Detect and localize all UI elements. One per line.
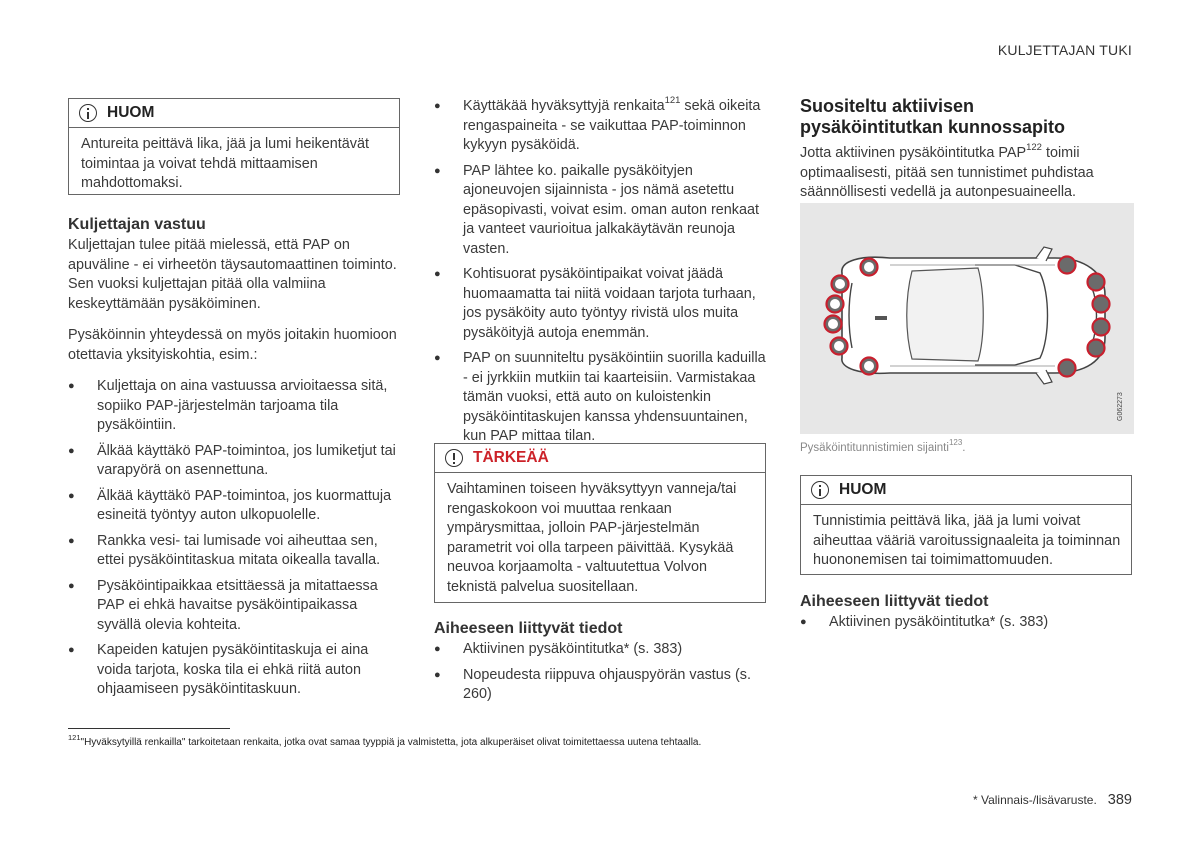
heading-line: pysäköintitutkan kunnossapito bbox=[800, 117, 1066, 137]
pap-tips-section bbox=[434, 97, 766, 453]
important-text: Vaihtaminen toiseen hyväksyttyyn vanneja/tai rengaskokoon voi muuttaa renkaan ympärysmittaa, jolloin PAP-järjestelmän parametrit voi olla tarpeen päivittää. Kysykää neuvoa korjaamolta - valtuutettua Volvon teknistä palvelua suositellaan. bbox=[447, 481, 737, 595]
driver-paragraph-2: Pysäköinnin yhteydessä on myös joitakin huomioon otettavia yksityiskohtia, esim.: bbox=[68, 327, 397, 363]
list-item-text: sekä oikeita rengaspaineita - se vaikuttaa PAP-toiminnon kykyyn pysäköidä. bbox=[463, 98, 761, 153]
footnote-number: 121 bbox=[68, 732, 81, 742]
related-info-section-2 bbox=[800, 592, 1132, 639]
related-info-section bbox=[434, 619, 766, 711]
related-link[interactable]: ● Nopeudesta riippuva ohjauspyörän vastus (s. 260) bbox=[434, 666, 766, 705]
related-info-list bbox=[800, 613, 1132, 633]
note-label: HUOM bbox=[839, 481, 887, 499]
list-item: ● Rankka vesi- tai lumisade voi aiheuttaa sen, ettei pysäköintitaskua mitata oikealla tavalla. bbox=[68, 532, 398, 571]
paragraph-text: Jotta aktiivinen pysäköintitutka PAP bbox=[800, 145, 1027, 161]
note-box-header bbox=[801, 476, 1131, 505]
warning-icon bbox=[445, 449, 463, 467]
maintenance-section bbox=[800, 96, 1134, 203]
list-item-text: Käyttäkää hyväksyttyjä renkaita bbox=[463, 98, 665, 114]
caption-text: Pysäköintitunnistimien sijainti bbox=[800, 442, 949, 454]
driver-responsibility-section bbox=[68, 215, 398, 706]
note-text: Tunnistimia peittävä lika, jää ja lumi voivat aiheuttaa vääriä varoitussignaaleita ja toiminnan huononemisen tai toimimattomuuden. bbox=[813, 513, 1121, 568]
footnote-ref-122: 122 bbox=[1026, 142, 1042, 154]
related-link[interactable]: ● Aktiivinen pysäköintitutka* (s. 383) bbox=[434, 640, 766, 660]
caption-text: . bbox=[962, 442, 966, 454]
driver-responsibility-heading: Kuljettajan vastuu bbox=[68, 216, 206, 233]
list-item bbox=[434, 97, 766, 156]
footnote-text: "Hyväksytyillä renkailla" tarkoitetaan renkaita, jotka ovat samaa tyyppiä ja valmistetta, jota alkuperäiset olivat toimitettaessa uutena tehtaalla. bbox=[80, 737, 702, 748]
driver-paragraph-1: Kuljettajan tulee pitää mielessä, että PAP on apuväline - ei virheetön täysautomaattinen toiminto. Sen vuoksi kuljettajan pitää olla valmiina keskeyttämään pysäköiminen. bbox=[68, 237, 397, 312]
info-icon bbox=[79, 104, 97, 122]
note-box-header bbox=[69, 99, 399, 128]
footnote-divider bbox=[68, 728, 230, 729]
related-link[interactable]: ● Aktiivinen pysäköintitutka* (s. 383) bbox=[800, 613, 1132, 633]
page-number: 389 bbox=[1107, 792, 1132, 808]
footnote-ref-121: 121 bbox=[664, 95, 681, 107]
list-item: ● Kuljettaja on aina vastuussa arvioitaessa sitä, sopiiko PAP-järjestelmän tarjoama tila pysäköintiin. bbox=[68, 377, 398, 436]
note-label: HUOM bbox=[107, 104, 155, 122]
important-box bbox=[434, 443, 766, 603]
maintenance-heading bbox=[800, 96, 1134, 138]
paragraph-text: toimii optimaalisesti, pitää sen tunnistimet puhdistaa säännöllisesti vedellä ja autonpesuaineella. bbox=[800, 145, 1094, 200]
sensor-location-figure bbox=[800, 203, 1134, 434]
maintenance-paragraph bbox=[800, 144, 1134, 203]
driver-bullet-list bbox=[68, 377, 398, 700]
footnote bbox=[68, 733, 701, 753]
section-title: KULJETTAJAN TUKI bbox=[997, 42, 1132, 58]
footnote-ref-123: 123 bbox=[948, 438, 963, 448]
handle-shape bbox=[875, 316, 887, 320]
image-code: G062273 bbox=[1117, 392, 1124, 421]
car-top-view-illustration bbox=[800, 203, 1134, 434]
list-item: ● Älkää käyttäkö PAP-toimintoa, jos kuormattuja esineitä työntyy auton ulkopuolelle. bbox=[68, 487, 398, 526]
important-box-header bbox=[435, 444, 765, 473]
optional-equipment-note: * Valinnais-/lisävaruste. bbox=[972, 793, 1097, 807]
info-icon bbox=[811, 481, 829, 499]
note-text: Antureita peittävä lika, jää ja lumi heikentävät toimintaa ja voivat tehdä mittaamisen mahdottomaksi. bbox=[81, 136, 369, 191]
important-label: TÄRKEÄÄ bbox=[473, 449, 549, 467]
heading-line: Suositeltu aktiivisen bbox=[800, 96, 975, 116]
list-item: ● PAP on suunniteltu pysäköintiin suorilla kaduilla - ei jyrkkiin mutkiin tai kaarteisiin. Varmistakaa tämän vuoksi, että auto on kuloistenkin pysäköintitaskujen kanssa yhdensuuntainen, kun PAP mittaa tilan. bbox=[434, 349, 766, 447]
related-info-list bbox=[434, 640, 766, 705]
related-info-heading: Aiheeseen liittyvät tiedot bbox=[800, 593, 989, 610]
note-box bbox=[68, 98, 400, 195]
related-info-heading: Aiheeseen liittyvät tiedot bbox=[434, 620, 623, 637]
page-footer bbox=[973, 791, 1132, 811]
list-item: ● Kapeiden katujen pysäköintitaskuja ei aina voida tarjota, koska tila ei ehkä riitä auton ohjaamiseen pysäköintitaskuun. bbox=[68, 641, 398, 700]
figure-caption bbox=[800, 439, 966, 459]
list-item: ● Älkää käyttäkö PAP-toimintoa, jos lumiketjut tai varapyörä on asennettuna. bbox=[68, 442, 398, 481]
list-item: ● PAP lähtee ko. paikalle pysäköityjen ajoneuvojen sijainnista - jos nämä asetettu epäsopivasti, voivat esim. oman auton renkaat ja vanteet vaurioitua jalkakäytävän reunoja vasten. bbox=[434, 162, 766, 260]
note-box-2 bbox=[800, 475, 1132, 575]
list-item: ● Kohtisuorat pysäköintipaikat voivat jäädä huomaamatta tai niitä voidaan tarjota turhaan, jos pysäköity auto työntyy rivistä ulos muita pysäköityjä autoja enemmän. bbox=[434, 265, 766, 343]
pap-tips-list bbox=[434, 97, 766, 447]
list-item: ● Pysäköintipaikkaa etsittäessä ja mitattaessa PAP ei ehkä havaitse pysäköintipaikassa syvällä olevia kohteita. bbox=[68, 577, 398, 636]
